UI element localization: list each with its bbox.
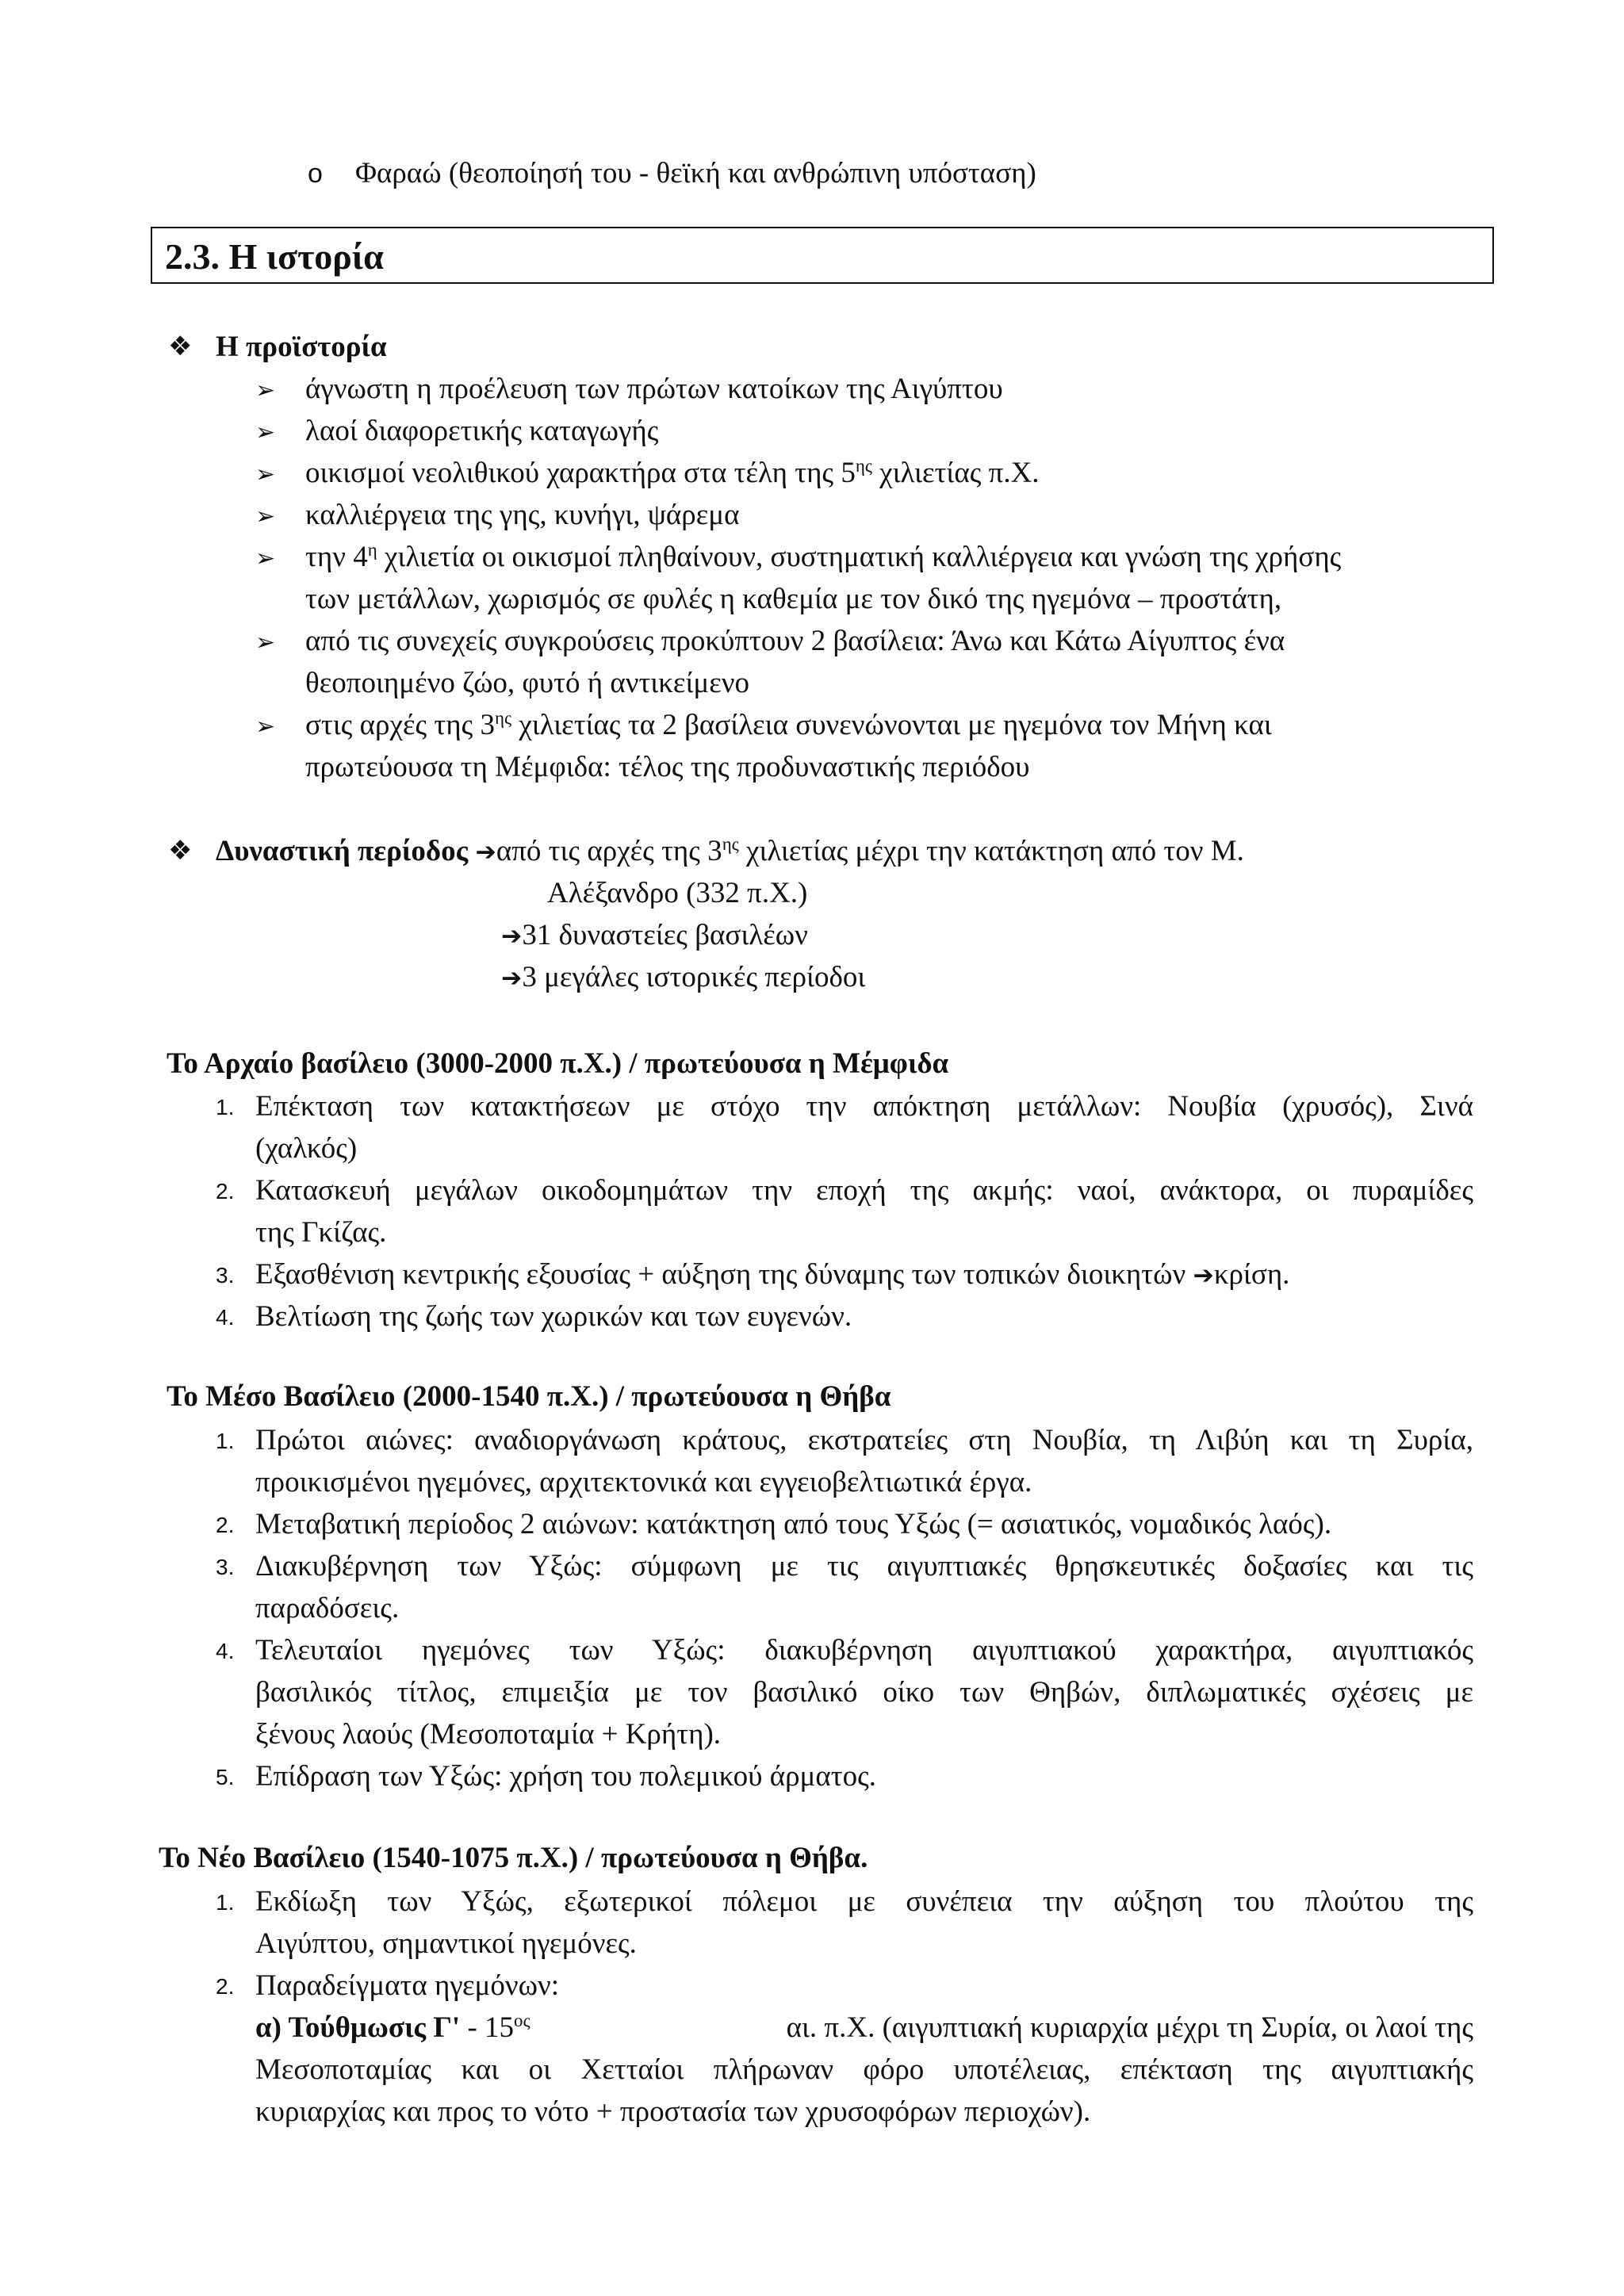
list-number: 5. (216, 1765, 235, 1789)
middle-kingdom-item-4-cont2: ξένους λαούς (Μεσοποταμία + Κρήτη). (255, 1718, 722, 1751)
old-kingdom-item-4: Βελτίωση της ζωής των χωρικών και των ευγενών. (255, 1300, 852, 1333)
list-number: 3. (216, 1263, 235, 1288)
example-label: α) Τούθμωσις Γ' (255, 2011, 461, 2044)
list-number: 1. (216, 1890, 235, 1915)
new-kingdom-example-line-1: α) Τούθμωσις Γ' - $15^{o\varsigma}$ αι. π.Χ. (αιγυπτιακή κυριαρχία μέχρι τη Συρία, οι λαοί της (255, 2011, 1473, 2044)
prehistory-item-7-cont: πρωτεύουσα τη Μέμφιδα: τέλος της προδυναστικής περιόδου (305, 751, 1030, 783)
middle-kingdom-item-4-cont: βασιλικός τίτλος, επιμειξία με τον βασιλικό οίκο των Θηβών, διπλωματικές σχέσεις με (255, 1676, 1473, 1709)
dynastic-line-1: Δυναστική περίοδος ➔από τις αρχές της $3^{\eta\varsigma}$ χιλιετίας μέχρι την κατάκτηση από τον Μ. (216, 834, 1244, 867)
prehistory-item-1: άγνωστη η προέλευση των πρώτων κατοίκων της Αιγύπτου (305, 373, 1003, 405)
arrowhead-icon: ➢ (255, 713, 276, 740)
middle-kingdom-item-1-cont: προικισμένοι ηγεμόνες, αρχιτεκτονικά και εγγειοβελτιωτικά έργα. (255, 1466, 1032, 1498)
middle-kingdom-item-3: Διακυβέρνηση των Υξώς: σύμφωνη με τις αιγυπτιακές θρησκευτικές δοξασίες και τις (255, 1550, 1473, 1582)
middle-kingdom-item-3-cont: παραδόσεις. (255, 1592, 400, 1624)
middle-kingdom-item-2: Μεταβατική περίοδος 2 αιώνων: κατάκτηση από τους Υξώς (= ασιατικός, νομαδικός λαός). (255, 1508, 1332, 1540)
circle-bullet-icon: o (308, 159, 323, 189)
old-kingdom-title: Το Αρχαίο βασίλειο (3000-2000 π.Χ.) / πρωτεύουσα η Μέμφιδα (167, 1047, 949, 1080)
new-kingdom-title: Το Νέο Βασίλειο (1540-1075 π.Χ.) / πρωτεύουσα η Θήβα. (159, 1842, 868, 1874)
section-heading-box (151, 227, 1494, 284)
section-title: 2.3. Η ιστορία (165, 236, 384, 277)
prehistory-item-4: καλλιέργεια της γης, κυνήγι, ψάρεμα (305, 499, 740, 531)
list-number: 1. (216, 1095, 235, 1119)
new-kingdom-item-1-cont: Αιγύπτου, σημαντικοί ηγεμόνες. (255, 1927, 637, 1960)
list-number: 4. (216, 1639, 235, 1663)
list-number: 3. (216, 1555, 235, 1579)
list-number: 2. (216, 1513, 235, 1537)
new-kingdom-item-1: Εκδίωξη των Υξώς, εξωτερικοί πόλεμοι με συνέπεια την αύξηση του πλούτου της (255, 1885, 1473, 1918)
old-kingdom-item-2-cont: της Γκίζας. (255, 1216, 387, 1249)
prehistory-item-7: στις αρχές της $3^{\eta\varsigma}$ χιλιετίας τα 2 βασίλεια συνενώνονται με ηγεμόνα τον Μήνη και (305, 708, 1272, 741)
old-kingdom-item-1: Επέκταση των κατακτήσεων με στόχο την απόκτηση μετάλλων: Νουβία (χρυσός), Σινά (255, 1090, 1473, 1123)
prehistory-title: Η προϊστορία (216, 331, 387, 363)
middle-kingdom-item-1: Πρώτοι αιώνες: αναδιοργάνωση κράτους, εκστρατείες στη Νουβία, τη Λιβύη και τη Συρία, (255, 1424, 1473, 1456)
list-number: 4. (216, 1305, 235, 1330)
right-arrow-icon: ➔ (501, 922, 523, 951)
diamond-icon: ❖ (168, 835, 193, 867)
top-bullet-text: Φαραώ (θεοποίησή του - θεϊκή και ανθρώπινη υπόσταση) (355, 157, 1036, 189)
prehistory-item-6-cont: θεοποιημένο ζώο, φυτό ή αντικείμενο (305, 667, 750, 699)
right-arrow-icon: ➔ (475, 838, 496, 867)
list-number: 1. (216, 1429, 235, 1453)
arrowhead-icon: ➢ (255, 377, 276, 404)
dynastic-line-2: Αλέξανδρο (332 π.Χ.) (547, 877, 808, 909)
new-kingdom-example-line-3: κυριαρχίας και προς το νότο + προστασία των χρυσοφόρων περιοχών). (255, 2095, 1091, 2128)
arrowhead-icon: ➢ (255, 545, 276, 572)
prehistory-item-6: από τις συνεχείς συγκρούσεις προκύπτουν 2 βασίλεια: Άνω και Κάτω Αίγυπτος ένα (305, 625, 1285, 657)
old-kingdom-item-1-cont: (χαλκός) (255, 1132, 358, 1165)
old-kingdom-item-2: Κατασκευή μεγάλων οικοδομημάτων την εποχή της ακμής: ναοί, ανάκτορα, οι πυραμίδες (255, 1174, 1473, 1207)
prehistory-item-5-cont: των μετάλλων, χωρισμός σε φυλές η καθεμία με τον δικό της ηγεμόνα – προστάτη, (305, 583, 1282, 615)
prehistory-item-5: την $4^\eta$ χιλιετία οι οικισμοί πληθαίνουν, συστηματική καλλιέργεια και γνώση της χρήσης (305, 540, 1342, 573)
old-kingdom-item-3: Εξασθένιση κεντρικής εξουσίας + αύξηση της δύναμης των τοπικών διοικητών ➔κρίση. (255, 1258, 1290, 1291)
right-arrow-icon: ➔ (1193, 1261, 1214, 1290)
middle-kingdom-title: Το Μέσο Βασίλειο (2000-1540 π.Χ.) / πρωτεύουσα η Θήβα (167, 1380, 891, 1413)
new-kingdom-example-line-2: Μεσοποταμίας και οι Χετταίοι πλήρωναν φόρο υποτέλειας, επέκταση της αιγυπτιακής (255, 2053, 1473, 2086)
middle-kingdom-item-5: Επίδραση των Υξώς: χρήση του πολεμικού άρματος. (255, 1760, 877, 1793)
right-arrow-icon: ➔ (501, 964, 523, 993)
dynastic-line-3: ➔31 δυναστείες βασιλέων (501, 919, 808, 951)
middle-kingdom-item-4: Τελευταίοι ηγεμόνες των Υξώς: διακυβέρνηση αιγυπτιακού χαρακτήρα, αιγυπτιακός (255, 1634, 1473, 1667)
arrowhead-icon: ➢ (255, 629, 276, 656)
arrowhead-icon: ➢ (255, 461, 276, 488)
dynastic-title: Δυναστική περίοδος (216, 835, 469, 867)
list-number: 2. (216, 1974, 235, 1999)
prehistory-item-3: οικισμοί νεολιθικού χαρακτήρα στα τέλη της $5^{\eta\varsigma}$ χιλιετίας π.Χ. (305, 456, 1040, 489)
dynastic-line-4: ➔3 μεγάλες ιστορικές περίοδοι (501, 961, 866, 993)
list-number: 2. (216, 1179, 235, 1203)
new-kingdom-item-2: Παραδείγματα ηγεμόνων: (255, 1969, 559, 2002)
prehistory-item-2: λαοί διαφορετικής καταγωγής (305, 415, 659, 447)
diamond-icon: ❖ (168, 331, 193, 362)
arrowhead-icon: ➢ (255, 503, 276, 530)
arrowhead-icon: ➢ (255, 419, 276, 446)
